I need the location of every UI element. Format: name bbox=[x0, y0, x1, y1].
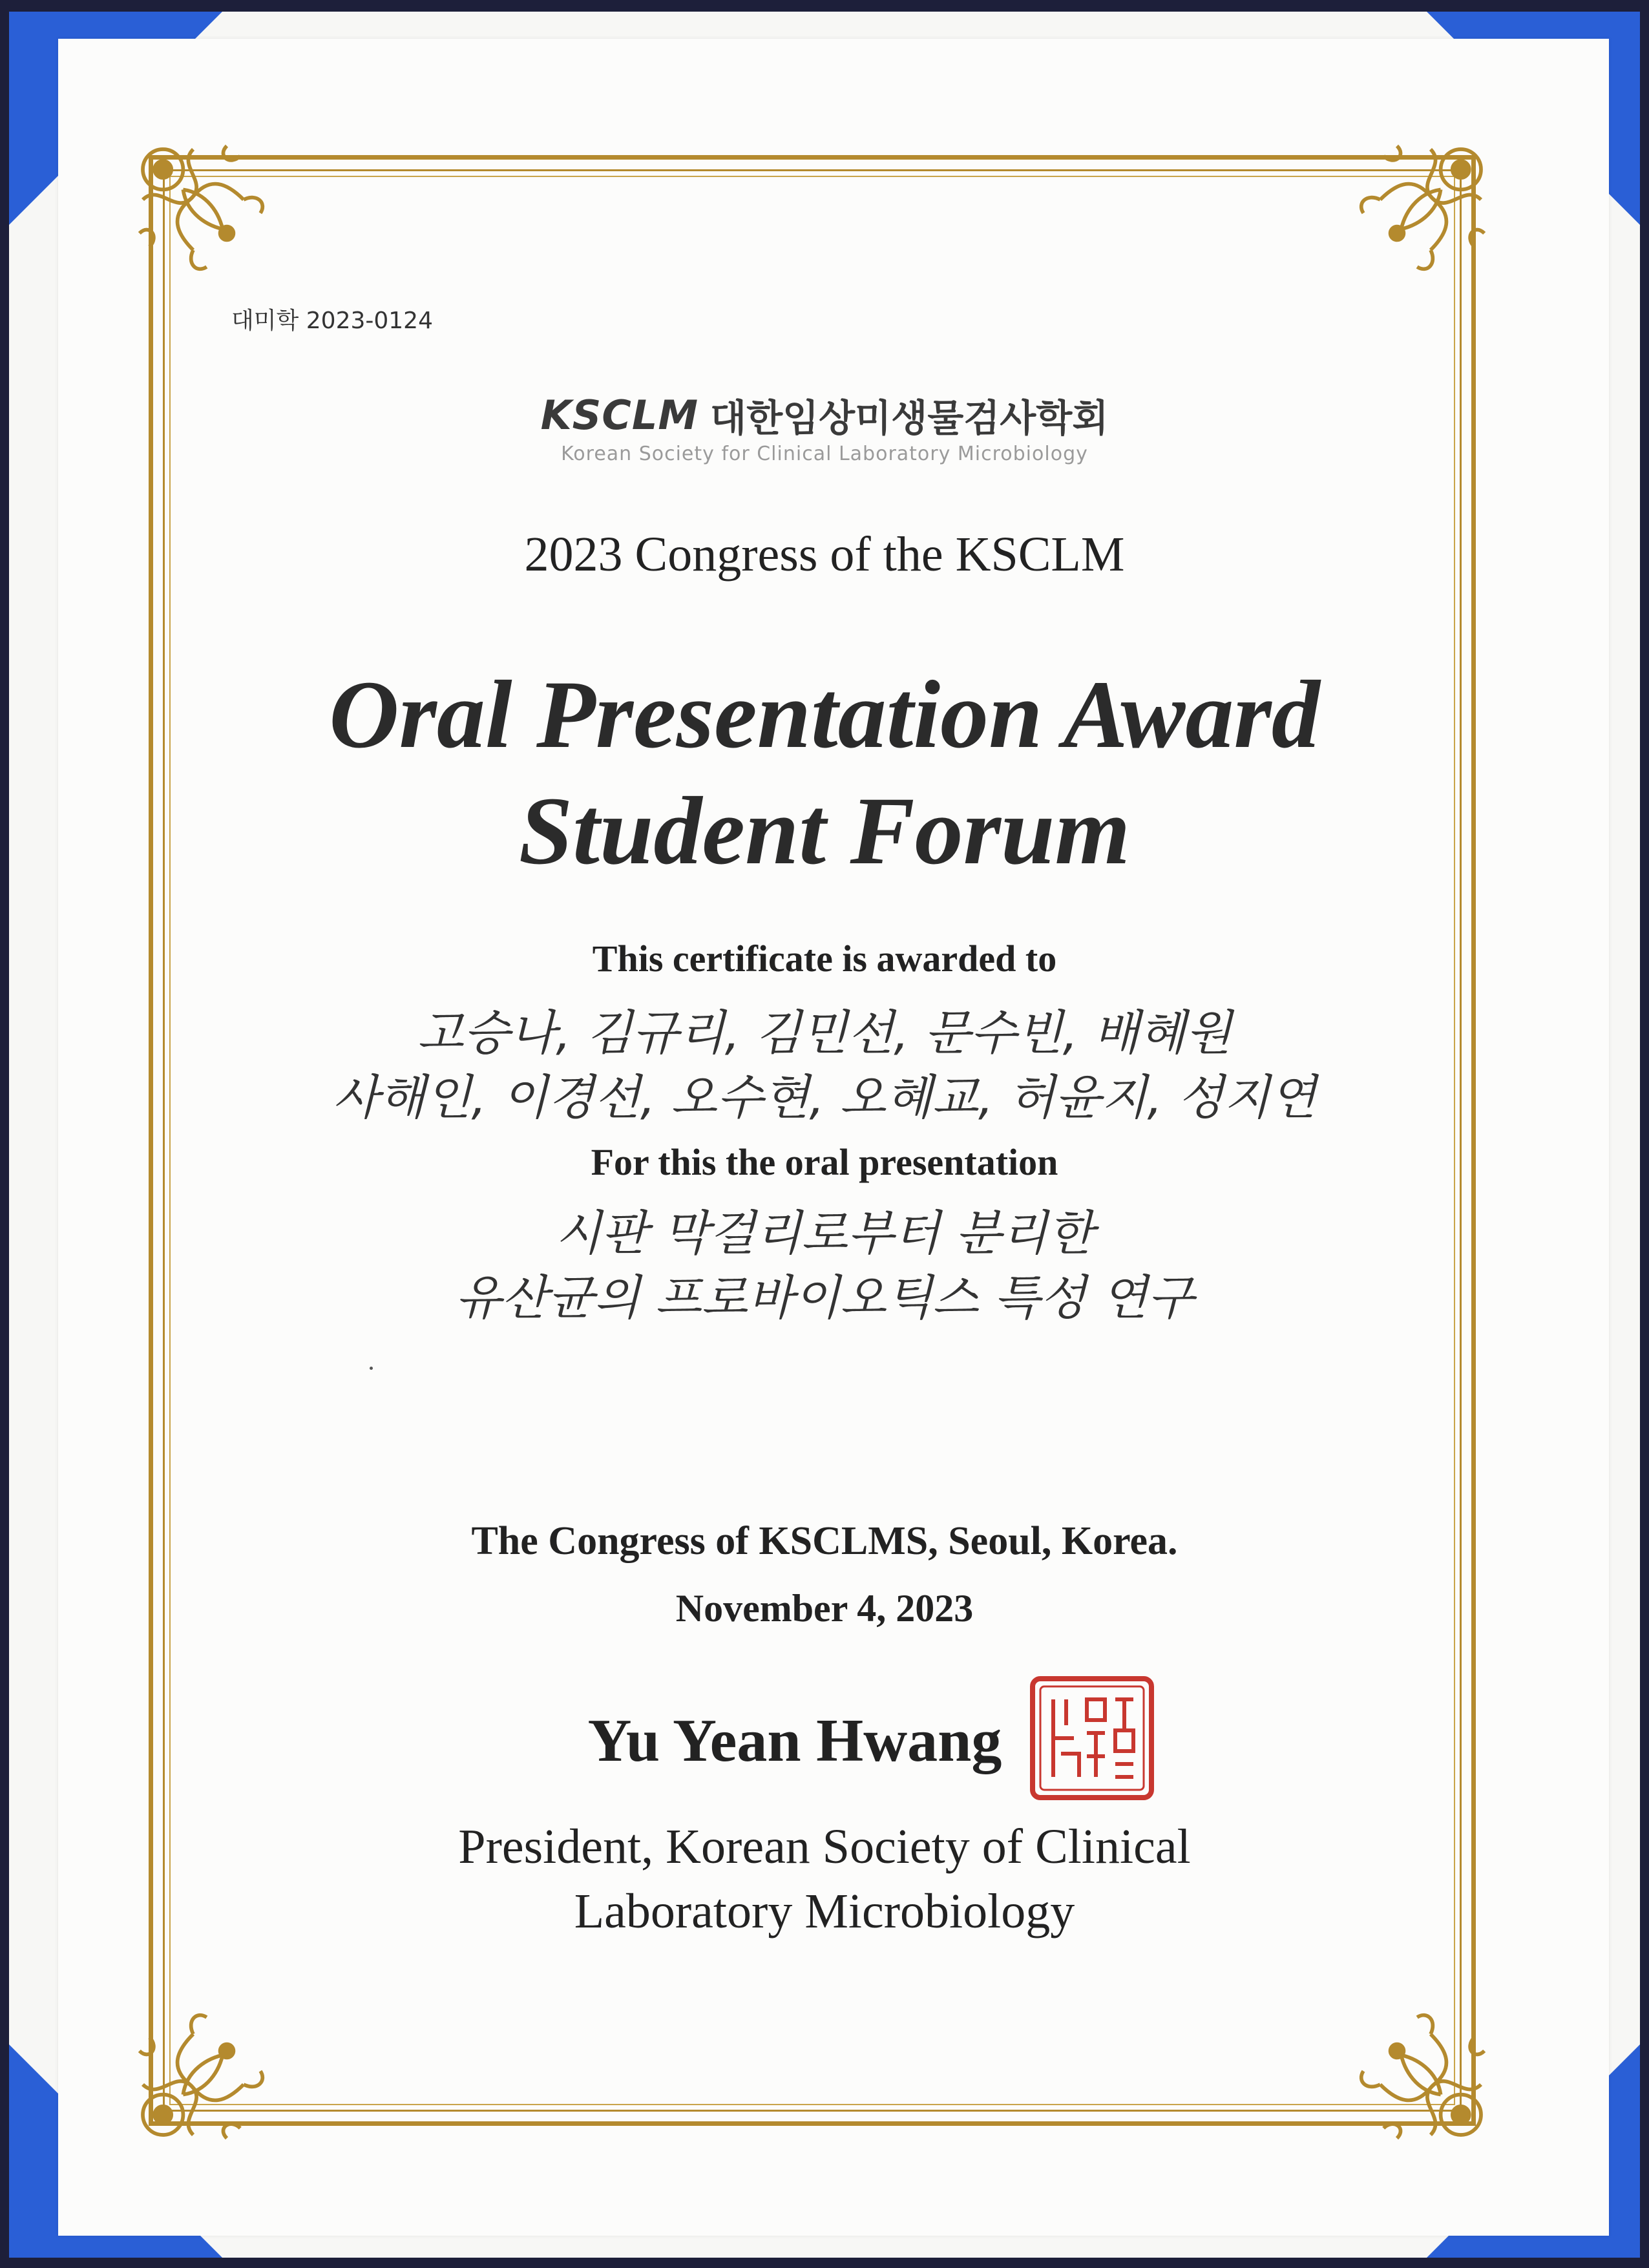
signer-title-line2: Laboratory Microbiology bbox=[574, 1884, 1075, 1938]
corner-ornament-icon bbox=[126, 132, 294, 300]
signer-title-line1: President, Korean Society of Clinical bbox=[458, 1820, 1191, 1874]
award-date: November 4, 2023 bbox=[675, 1587, 974, 1630]
official-seal-icon bbox=[1027, 1674, 1157, 1803]
logo-mark: KSCLM bbox=[540, 391, 699, 439]
paper-speck bbox=[370, 1367, 373, 1370]
presentation-label: For this the oral presentation bbox=[591, 1141, 1058, 1183]
venue-line: The Congress of KSCLMS, Seoul, Korea. bbox=[471, 1519, 1178, 1563]
award-title-line1: Oral Presentation Award bbox=[329, 661, 1320, 768]
logo-english-name: Korean Society for Clinical Laboratory Microbiology bbox=[561, 443, 1088, 465]
logo-korean-name: 대한임상미생물검사학회 bbox=[710, 396, 1109, 440]
presentation-title-line2: 유산균의 프로바이오틱스 특성 연구 bbox=[455, 1270, 1194, 1326]
awarded-label: This certificate is awarded to bbox=[592, 938, 1057, 980]
corner-ornament-icon bbox=[1330, 1984, 1498, 2152]
signer-name: Yu Yean Hwang bbox=[587, 1707, 1002, 1774]
award-title-line2: Student Forum bbox=[518, 777, 1131, 885]
corner-ornament-icon bbox=[126, 1984, 294, 2152]
certificate-number: 대미학 2023-0124 bbox=[231, 308, 433, 334]
presentation-title-line1: 시판 막걸리로부터 분리한 bbox=[555, 1206, 1094, 1261]
recipients-line1: 고승나, 김규리, 김민선, 문수빈, 배혜원 bbox=[417, 1005, 1232, 1061]
recipients-line2: 사해인, 이경선, 오수현, 오혜교, 허윤지, 성지연 bbox=[333, 1070, 1316, 1126]
society-logo bbox=[0, 388, 1649, 442]
congress-line: 2023 Congress of the KSCLM bbox=[524, 527, 1125, 582]
corner-ornament-icon bbox=[1330, 132, 1498, 300]
